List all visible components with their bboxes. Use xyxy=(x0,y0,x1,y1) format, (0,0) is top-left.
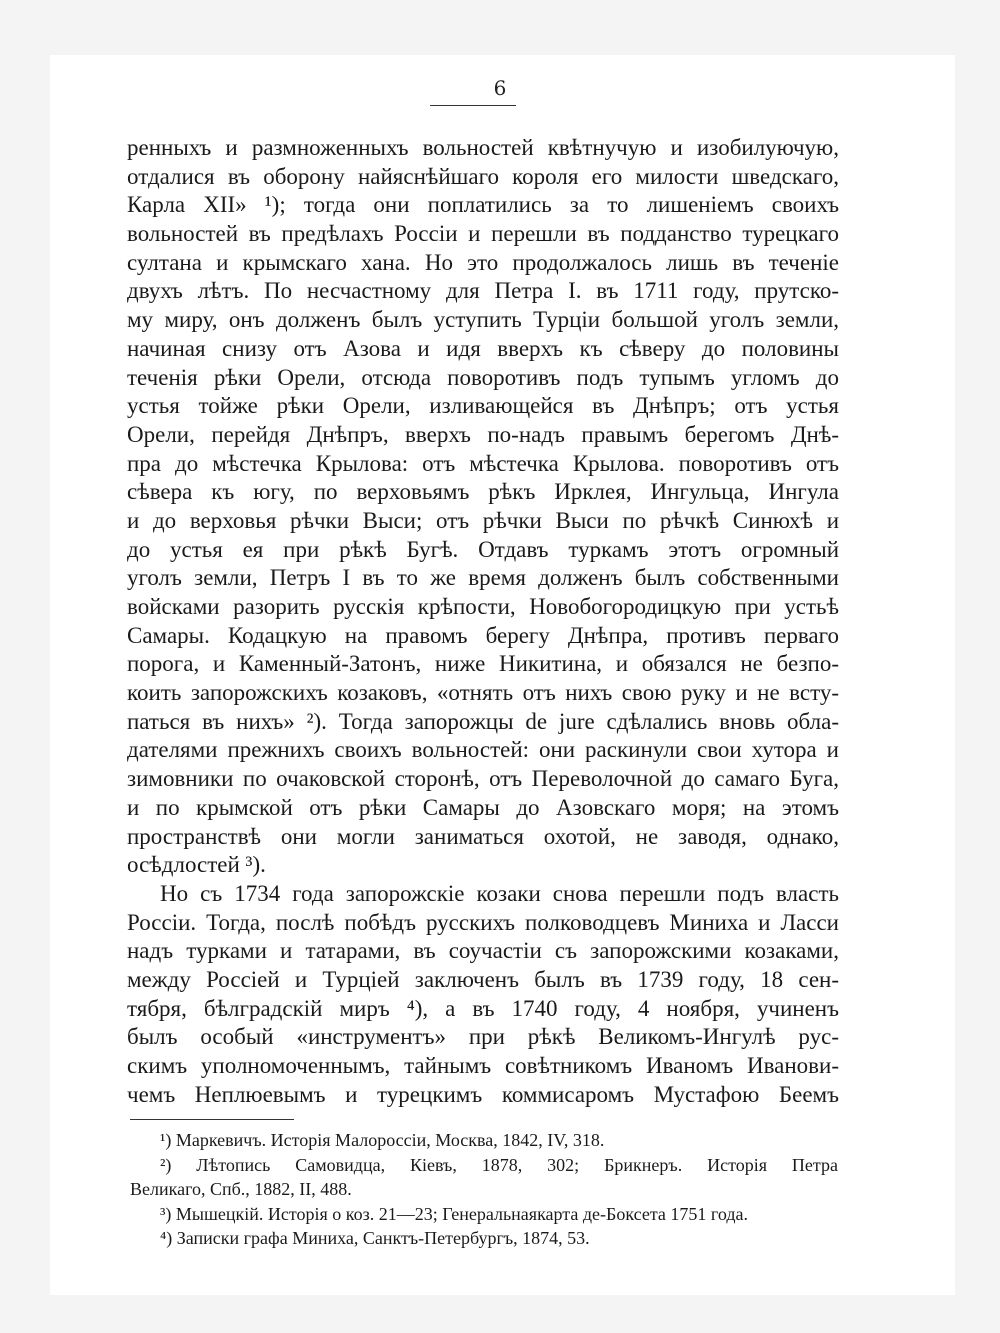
text-line: пространствѣ они могли заниматься охотой, не заводя, однако, xyxy=(127,823,839,849)
text-line: султана и крымскаго хана. Но это продолжалось лишь въ теченіе xyxy=(127,249,839,275)
footnote-divider xyxy=(130,1119,294,1120)
footnote: ⁴) Записки графа Миниха, Санктъ-Петербургъ, 1874, 53. xyxy=(160,1228,590,1248)
text-line: надъ турками и татарами, въ соучастіи съ запорожскими козаками, xyxy=(127,938,839,964)
text-line: войсками разорить русскія крѣпости, Новобогородицкую при устьѣ xyxy=(127,594,839,619)
text-line: теченія рѣки Орели, отсюда поворотивъ подъ тупымъ угломъ до xyxy=(127,364,839,390)
text-line: устья тойже рѣки Орели, изливающейся въ Днѣпръ; отъ устья xyxy=(127,393,839,419)
text-line: паться въ нихъ» ²). Тогда запорожцы de jure сдѣлались вновь обла- xyxy=(127,708,839,734)
text-line: отдалися въ оборону найяснѣйшаго короля его милости шведскаго, xyxy=(127,163,839,189)
text-line: пра до мѣстечка Крылова: отъ мѣстечка Крылова. поворотивъ отъ xyxy=(127,450,839,476)
text-line: былъ особый «инструментъ» при рѣкѣ Великомъ-Ингулѣ рус- xyxy=(127,1024,839,1050)
text-line: сѣвера къ югу, по верховьямъ рѣкъ Ирклея, Ингульца, Ингула xyxy=(127,479,839,505)
text-line: Но съ 1734 года запорожскіе козаки снова перешли подъ власть xyxy=(160,880,839,906)
text-line: му миру, онъ долженъ былъ уступить Турціи большой уголъ земли, xyxy=(127,307,839,333)
text-line: двухъ лѣтъ. По несчастному для Петра I. въ 1711 году, прутско- xyxy=(127,278,839,304)
text-line: Орели, перейдя Днѣпръ, вверхъ по-надъ правымъ берегомъ Днѣ- xyxy=(127,421,839,447)
footnote: ¹) Маркевичъ. Исторія Малороссіи, Москва, 1842, IV, 318. xyxy=(160,1130,605,1150)
page-number-rule xyxy=(430,105,516,106)
text-line: тября, бѣлградскій миръ ⁴), а въ 1740 году, 4 ноября, учиненъ xyxy=(127,995,839,1021)
text-line: ренныхъ и размноженныхъ вольностей квѣтнучую и изобилуючую, xyxy=(127,135,839,160)
text-line: дателями прежнихъ своихъ вольностей: они раскинули свои хутора и xyxy=(127,737,839,763)
text-line: Самары. Кодацкую на правомъ берегу Днѣпра, противъ перваго xyxy=(127,622,839,648)
text-line: коить запорожскихъ козаковъ, «отнять отъ нихъ свою руку и не всту- xyxy=(127,680,839,706)
text-line: Россіи. Тогда, послѣ побѣдъ русскихъ полководцевъ Миниха и Ласси xyxy=(127,909,839,935)
text-line: зимовники по очаковской сторонѣ, отъ Переволочной до самаго Буга, xyxy=(127,766,839,792)
footnote: ²) Лѣтопись Самовидца, Кіевъ, 1878, 302; Брикнеръ. Исторія Петра xyxy=(160,1154,838,1175)
text-line: и по крымской отъ рѣки Самары до Азовскаго моря; на этомъ xyxy=(127,794,839,820)
text-line: и до верховья рѣчки Выси; отъ рѣчки Выси по рѣчкѣ Синюхѣ и xyxy=(127,507,839,533)
text-line: вольностей въ предѣлахъ Россіи и перешли въ подданство турецкаго xyxy=(127,221,839,247)
text-line: Карла XII» ¹); тогда они поплатились за то лишеніемъ своихъ xyxy=(127,192,839,218)
text-line: осѣдлостей ³). xyxy=(127,852,266,878)
footnote: ³) Мышецкій. Исторія о коз. 21—23; Генеральнаякарта де-Боксета 1751 года. xyxy=(160,1203,748,1224)
text-line: чемъ Неплюевымъ и турецкимъ коммисаромъ Мустафою Беемъ xyxy=(127,1081,839,1107)
text-line: порога, и Каменный-Затонъ, ниже Никитина, и обязался не безпо- xyxy=(127,651,839,677)
footnotes xyxy=(130,1128,838,1251)
footnote: Великаго, Спб., 1882, II, 488. xyxy=(130,1179,352,1199)
page-number: 6 xyxy=(493,76,507,100)
body-text xyxy=(127,134,839,1109)
text-line: между Россіей и Турціей заключенъ былъ въ 1739 году, 18 сен- xyxy=(127,966,839,992)
text-line: до устья ея при рѣкѣ Бугѣ. Отдавъ туркамъ этотъ огромный xyxy=(127,536,839,562)
text-line: уголъ земли, Петръ I въ то же время долженъ былъ собственными xyxy=(127,565,839,591)
text-line: скимъ уполномоченнымъ, тайнымъ совѣтникомъ Иваномъ Иванови- xyxy=(127,1053,839,1078)
text-line: начиная снизу отъ Азова и идя вверхъ къ сѣверу до половины xyxy=(127,335,839,361)
